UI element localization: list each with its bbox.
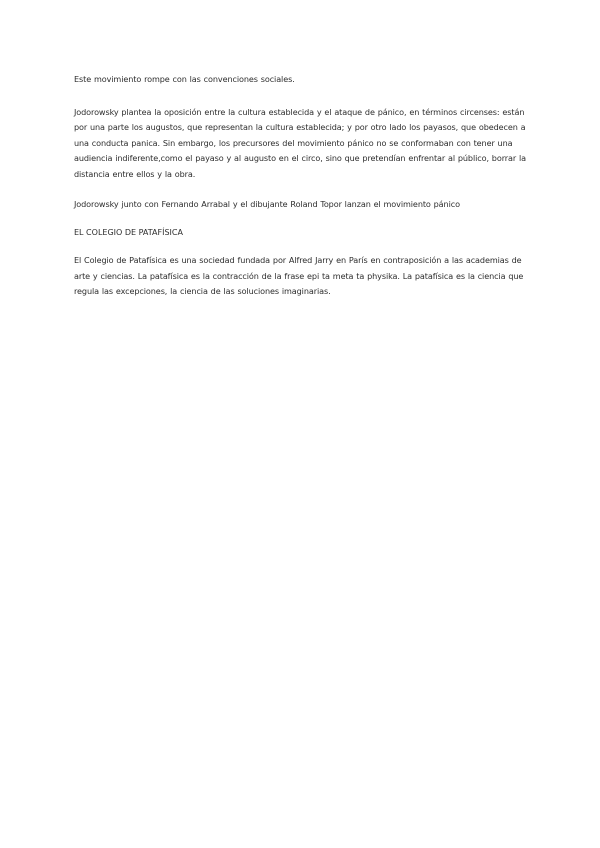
section-heading: EL COLEGIO DE PATAFÍSICA bbox=[74, 228, 183, 238]
paragraph-oposicion: Jodorowsky plantea la oposición entre la cultura establecida y el ataque de pánico, en términos circenses: están por una parte los augustos, que representan la cultura establecida; y por otro lado los payasos, que obedecen a una conducta panica. Sin embargo, los precursores del movimiento pánico no se conformaban con tener una audiencia indiferente,como el payaso y al augusto en el circo, sino que pretendían enfrentar al público, borrar la distancia entre ellos y la obra. bbox=[74, 106, 526, 179]
paragraph-patafisica: El Colegio de Patafísica es una sociedad fundada por Alfred Jarry en París en contraposición a las academias de arte y ciencias. La patafísica es la contracción de la frase epi ta meta ta physika. La patafísica es la ciencia que regula las excepciones, la ciencia de las soluciones imaginarias. bbox=[74, 255, 524, 297]
paragraph-movimiento-panico: Jodorowsky junto con Fernando Arrabal y el dibujante Roland Topor lanzan el movimiento pánico bbox=[74, 198, 460, 209]
document-body bbox=[74, 72, 530, 300]
paragraph-intro: Este movimiento rompe con las convenciones sociales. bbox=[74, 74, 295, 84]
